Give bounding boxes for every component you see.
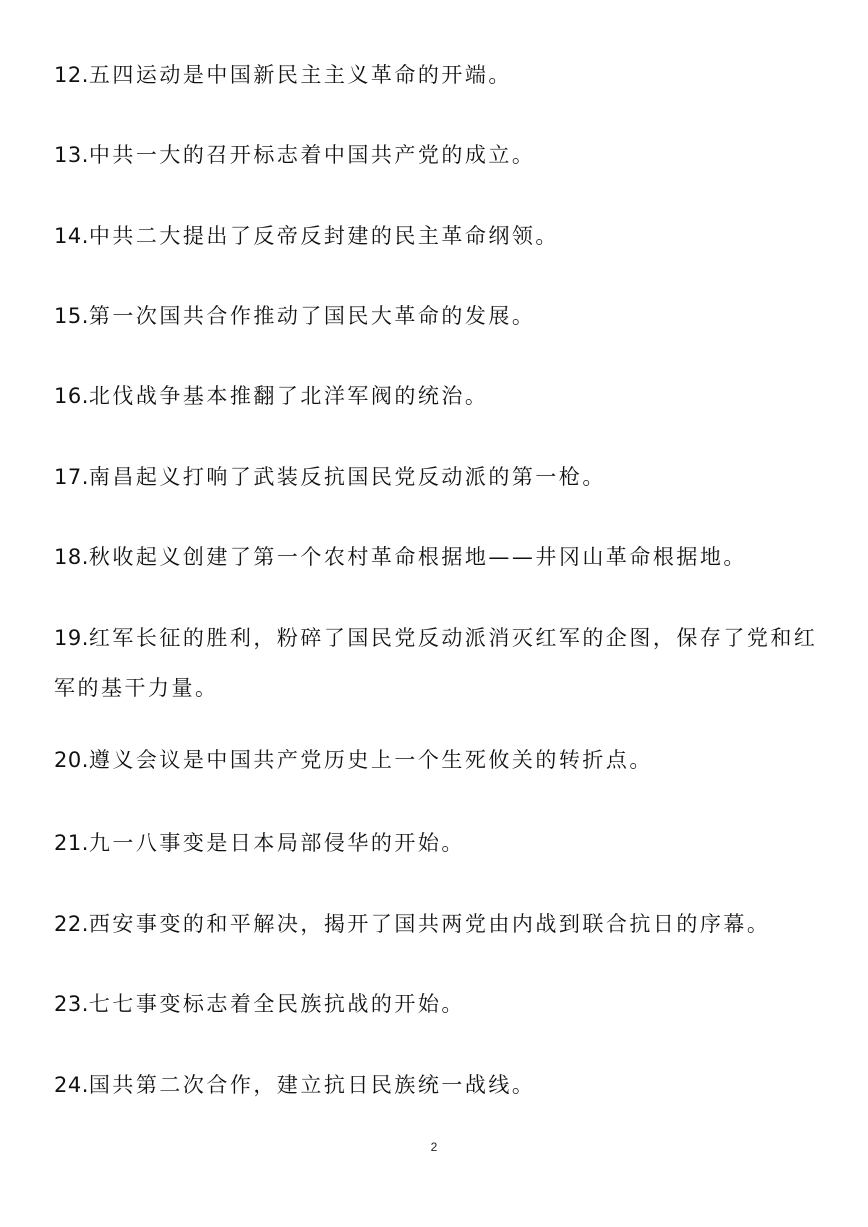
list-item	[54, 291, 834, 341]
item-number: 15.	[54, 304, 89, 328]
item-text: 九一八事变是日本局部侵华的开始。	[88, 831, 465, 855]
list-item	[54, 613, 834, 713]
item-number: 16.	[54, 384, 89, 408]
list-item	[54, 211, 834, 261]
item-number: 13.	[54, 143, 89, 167]
item-number: 19.	[54, 626, 89, 650]
list-item	[54, 899, 834, 949]
item-text: 秋收起义创建了第一个农村革命根据地——井冈山革命根据地。	[88, 545, 747, 569]
list-item	[54, 1060, 834, 1110]
item-text: 中共二大提出了反帝反封建的民主革命纲领。	[88, 224, 559, 248]
item-text: 西安事变的和平解决，揭开了国共两党由内战到联合抗日的序幕。	[88, 912, 771, 936]
list-item	[54, 735, 834, 785]
list-item	[54, 979, 834, 1029]
item-text: 红军长征的胜利，粉碎了国民党反动派消灭红军的企图，保存了党和红军的基干力量。	[54, 626, 818, 700]
item-number: 23.	[54, 992, 89, 1016]
item-text: 中共一大的召开标志着中国共产党的成立。	[88, 143, 536, 167]
list-item	[54, 532, 834, 582]
item-text: 七七事变标志着全民族抗战的开始。	[88, 992, 465, 1016]
item-text: 北伐战争基本推翻了北洋军阀的统治。	[88, 384, 489, 408]
item-number: 17.	[54, 465, 89, 489]
list-item	[54, 452, 834, 502]
list-item	[54, 50, 834, 100]
item-text: 遵义会议是中国共产党历史上一个生死攸关的转折点。	[88, 748, 653, 772]
item-number: 22.	[54, 912, 89, 936]
list-item	[54, 130, 834, 180]
item-number: 21.	[54, 831, 89, 855]
list-item	[54, 818, 834, 868]
item-number: 20.	[54, 748, 89, 772]
item-text: 第一次国共合作推动了国民大革命的发展。	[88, 304, 536, 328]
item-number: 14.	[54, 224, 89, 248]
item-text: 国共第二次合作，建立抗日民族统一战线。	[88, 1073, 536, 1097]
item-text: 南昌起义打响了武装反抗国民党反动派的第一枪。	[88, 465, 606, 489]
item-number: 12.	[54, 63, 89, 87]
item-number: 18.	[54, 545, 89, 569]
list-item	[54, 371, 834, 421]
item-number: 24.	[54, 1073, 89, 1097]
page-number: 2	[430, 1140, 438, 1154]
item-text: 五四运动是中国新民主主义革命的开端。	[88, 63, 512, 87]
